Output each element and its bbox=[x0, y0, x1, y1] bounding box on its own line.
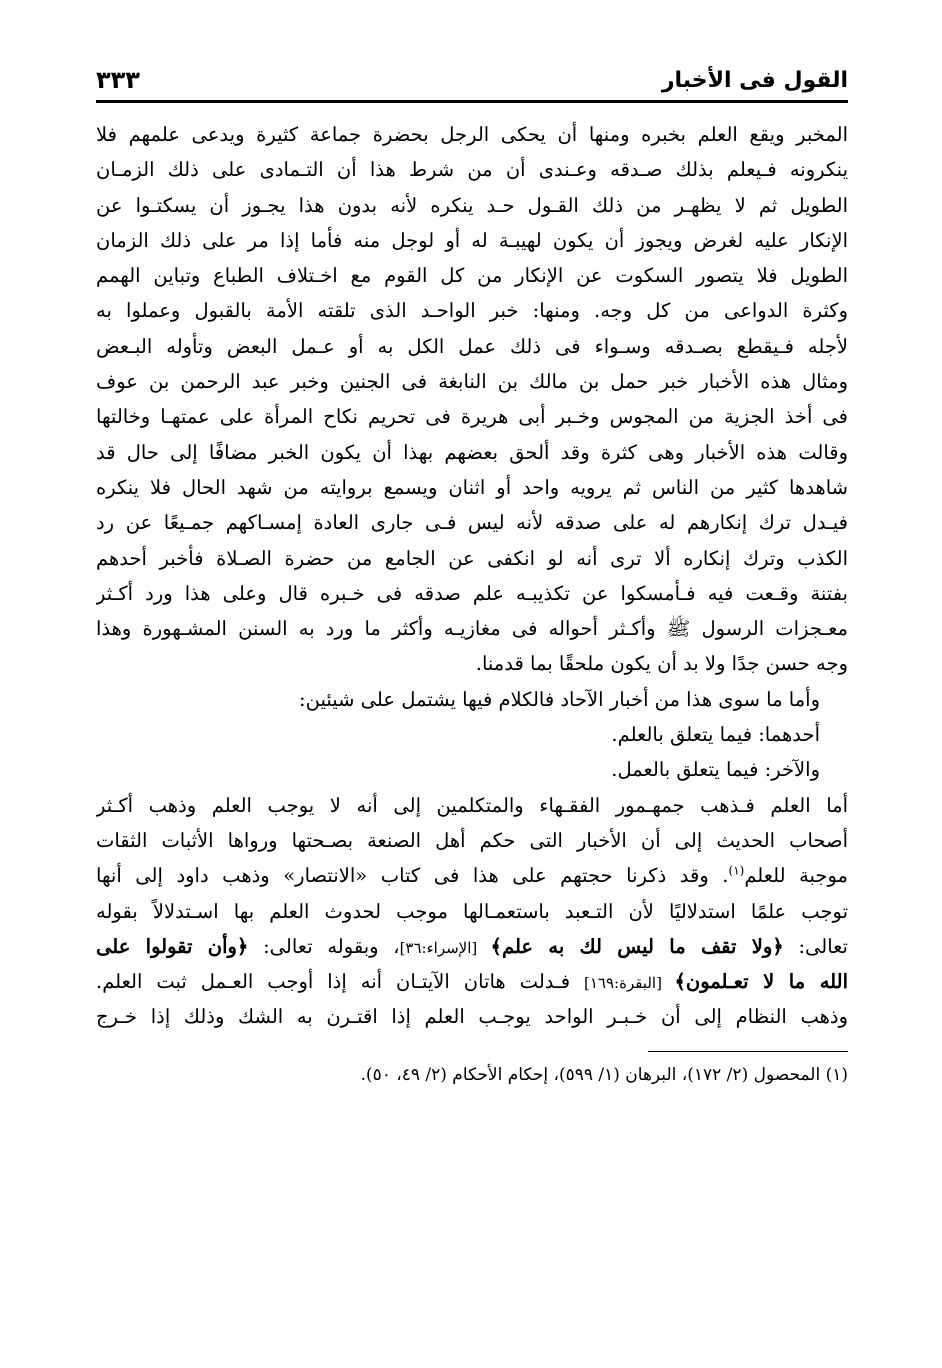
text-line: بفتنة وقـعت فيه فـأمسكوا عن تكذيبـه علم صدقه فى خـبره قال وعلى هذا ورد أكـثر bbox=[96, 581, 848, 605]
body-text bbox=[96, 117, 848, 1035]
text-line: شاهدها كثير من الناس ثم يرويه واحد أو اثنان ويسمع بروايته من شهد الحال فلا ينكره bbox=[96, 475, 848, 499]
text-line: توجب علمًا استدلاليًا لأن التـعبد باستعمـالها موجب لحدوث العلم بها اسـتدلالاً بقوله bbox=[96, 899, 848, 923]
text-segment: . وقد ذكرنا حجتهم على هذا فى كتاب «الانتصار» وذهب داود إلى أنها bbox=[96, 864, 729, 888]
footnote-separator bbox=[648, 1051, 848, 1052]
text-segment: فـدلت هاتان الآيتـان أنه إذا أوجب العـمل ثبت العلم. bbox=[96, 970, 584, 994]
text-line bbox=[96, 929, 848, 964]
text-line: وكثرة الدواعى من كل وجه. ومنها: خبر الواحـد الذى تلقته الأمة بالقبول وعملوا به bbox=[96, 299, 848, 323]
text-line bbox=[96, 858, 848, 893]
verse-reference: [الإسراء:٣٦] bbox=[399, 938, 491, 957]
text-line: وذهب النظام إلى أن خـبـر الواحد يوجـب العلم إذا اقتـرن به الشك وذلك إذا خـرج bbox=[96, 1005, 848, 1029]
text-line: الإنكار عليه لغرض ويجوز أن يكون لهيبـة له أو لوجل منه فأما إذا مر على ذلك الزمان bbox=[96, 228, 848, 252]
footnote-marker[interactable]: (١) bbox=[728, 863, 745, 878]
text-segment: ، وبقوله تعالى: bbox=[248, 934, 400, 958]
text-line bbox=[96, 964, 848, 999]
text-line: أحدهما: فيما يتعلق بالعلم. bbox=[611, 723, 820, 747]
text-line: ومثال هذه الأخبار خبر حمل بن مالك بن النابغة فى الجنين وخبر عبد الرحمن بن عوف bbox=[96, 370, 848, 394]
quran-verse: ﴿وأن تقولوا على bbox=[96, 934, 249, 958]
text-line: فيـدل ترك إنكارهم له على صدقه لأنه ليس فـى جارى العادة إمسـاكهم جمـيعًا عن رد bbox=[96, 511, 848, 535]
text-line: وأما ما سوى هذا من أخبار الآحاد فالكلام فيها يشتمل على شيئين: bbox=[299, 687, 820, 711]
text-segment: موجبة للعلم bbox=[744, 864, 848, 888]
text-line: الطويل ثم لا يظهـر من ذلك القـول حـد ينكره لأنه بدون هذا يجـوز أن يسكتـوا عن bbox=[96, 193, 848, 217]
text-line: أصحاب الحديث إلى أن الأخبار التى حكم أهل الصنعة بصـحتها ورواها الأثبات الثقات bbox=[96, 828, 848, 852]
page-number: ٣٣٣ bbox=[96, 66, 140, 94]
text-line: الكذب وترك إنكاره ألا ترى أنه لو انكفى عن الجامع من حضرة الصـلاة فأخبر أحدهم bbox=[96, 546, 848, 570]
text-line: فى أخذ الجزية من المجوس وخـبر أبى هريرة فى تحريم نكاح المرأة على عمتهـا وخالتها bbox=[96, 405, 848, 429]
text-line: ينكرونه فـيعلم بذلك صـدقه وعـندى أن من شرط هذا أن التـمادى على ذلك الزمـان bbox=[96, 158, 848, 182]
text-line: أما العلم فـذهب جمهـمور الفقـهاء والمتكلمين إلى أنه لا يوجب العلم وذهب أكـثر bbox=[96, 793, 848, 817]
text-line: المخبر ويقع العلم بخبره ومنها أن يحكى الرجل بحضرة جماعة كثيرة ويدعى علمهم فلا bbox=[96, 123, 848, 146]
book-page bbox=[96, 60, 848, 1350]
running-header bbox=[96, 60, 848, 103]
text-line: والآخر: فيما يتعلق بالعمل. bbox=[611, 758, 820, 782]
quran-verse: الله ما لا تعـلمون﴾ bbox=[674, 970, 848, 994]
footnote: (١) المحصول (٢/ ١٧٢)، البرهان (١/ ٥٩٩)، إحكام الأحكام (٢/ ٤٩، ٥٠). bbox=[360, 1064, 848, 1085]
verse-reference: [البقرة:١٦٩] bbox=[584, 974, 675, 993]
quran-verse: ﴿ولا تقف ما ليس لك به علم﴾ bbox=[490, 934, 784, 958]
text-line: معـجزات الرسول ﷺ وأكـثر أحواله فى مغازيـه وأكثر ما ورد به السنن المشـهورة وهذا bbox=[96, 617, 848, 641]
text-line: وجه حسن جدًا ولا بد أن يكون ملحقًا بما قدمنا. bbox=[475, 652, 848, 676]
text-line: لأجله فـيقطع بصـدقه وسـواء فى ذلك عمل الكل به أو عـمل البعض وتأوله البـعض bbox=[96, 334, 848, 358]
text-segment: تعالى: bbox=[783, 934, 848, 958]
running-title: القول فى الأخبار bbox=[661, 68, 848, 93]
text-line: الطويل فلا يتصور السكوت عن الإنكار من كل القوم مع اخـتلاف الطباع وتباين الهمم bbox=[96, 264, 848, 288]
text-line: وقالت هذه الأخبار وهى كثرة وقد ألحق بعضهم بهذا أن يكون الخبر مضافًا إلى حال قد bbox=[96, 440, 848, 464]
